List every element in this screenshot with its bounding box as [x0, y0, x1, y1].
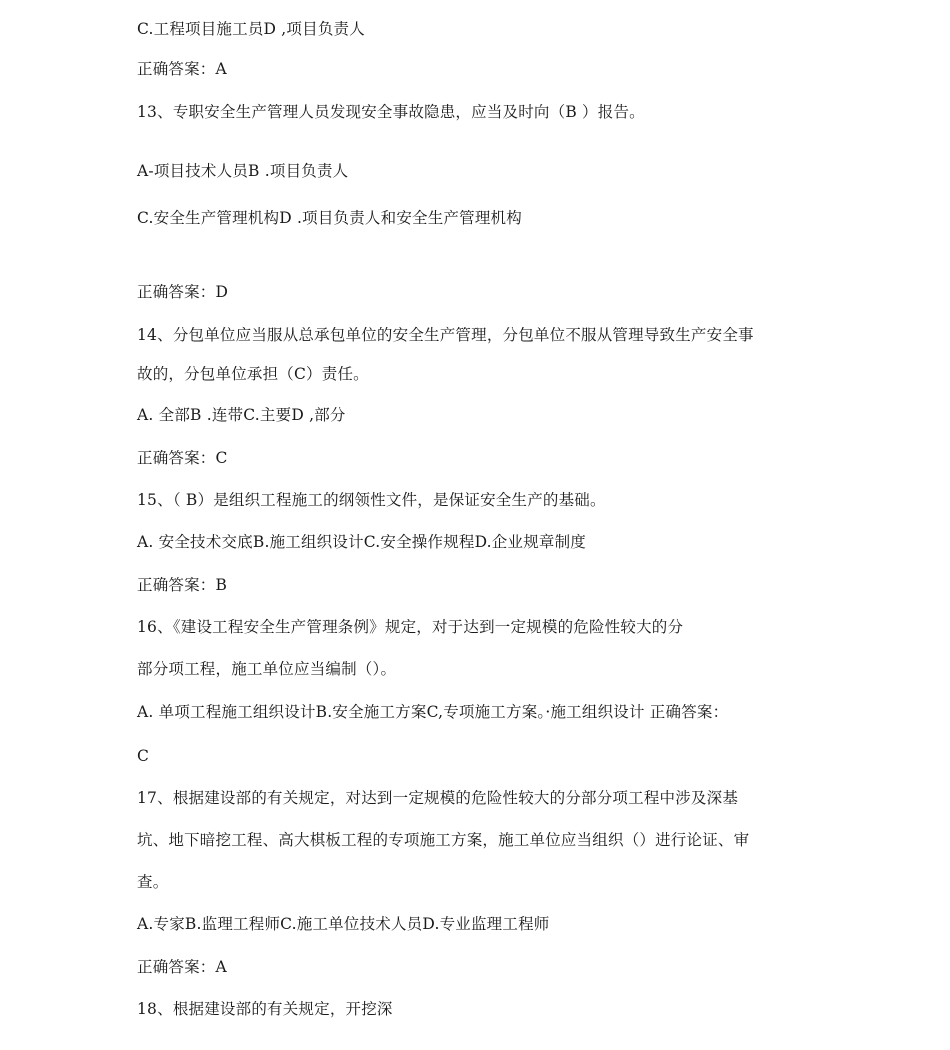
answer-letter: C: [137, 747, 150, 765]
question-17-end: 查。: [137, 873, 169, 891]
question-17: 17、根据建设部的有关规定，对达到一定规模的危险性较大的分部分项工程中涉及深基: [137, 789, 739, 807]
option-line-c-d: C.安全生产管理机构D .项目负责人和安全生产管理机构: [137, 209, 522, 227]
question-16-cont: 部分项工程，施工单位应当编制（）。: [137, 660, 397, 678]
question-16: 16、《建设工程安全生产管理条例》规定，对于达到一定规模的危险性较大的分: [137, 618, 684, 636]
option-line-c-d: C.工程项目施工员D ,项目负责人: [137, 20, 365, 38]
answer-line: 正确答案：A: [137, 60, 227, 78]
option-line-a-b: A-项目技术人员B .项目负责人: [137, 162, 349, 180]
question-13: 13、专职安全生产管理人员发现安全事故隐患，应当及时向（B ）报告。: [137, 103, 645, 121]
question-14: 14、分包单位应当服从总承包单位的安全生产管理，分包单位不服从管理导致生产安全事: [137, 326, 754, 344]
option-line: A. 全部B .连带C.主要D ,部分: [137, 406, 346, 424]
question-15: 15、（ B）是组织工程施工的纲领性文件，是保证安全生产的基础。: [137, 491, 606, 509]
option-line: A.专家B.监理工程师C.施工单位技术人员D.专业监理工程师: [137, 915, 550, 933]
option-line: A. 安全技术交底B.施工组织设计C.安全操作规程D.企业规章制度: [137, 533, 587, 551]
question-17-cont: 坑、地下暗挖工程、高大棋板工程的专项施工方案，施工单位应当组织（）进行论证、审: [137, 831, 750, 849]
answer-line: 正确答案：B: [137, 576, 228, 594]
answer-line: 正确答案：C: [137, 449, 228, 467]
question-14-cont: 故的，分包单位承担（C）责任。: [137, 365, 369, 383]
option-line-with-answer: A. 单项工程施工组织设计B.安全施工方案C,专项施工方案。·施工组织设计 正确答案：: [137, 703, 729, 721]
question-18: 18、根据建设部的有关规定，开挖深: [137, 1000, 393, 1018]
answer-line: 正确答案：D: [137, 283, 229, 301]
answer-line: 正确答案：A: [137, 958, 227, 976]
